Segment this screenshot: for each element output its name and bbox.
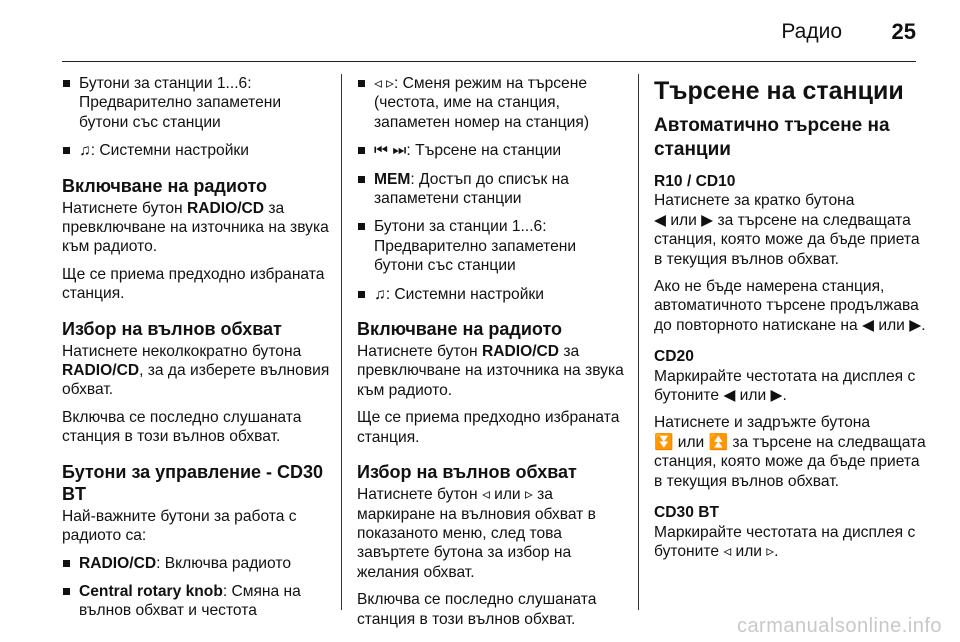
bullet-icon (63, 80, 70, 87)
key-label: MEM (374, 170, 411, 188)
key-label: RADIO/CD (79, 554, 157, 572)
page-number: 25 (891, 19, 916, 44)
list-item: Бутони за станции 1...6: Предварително запаметени бутони със станции (357, 217, 625, 275)
section-heading: Бутони за управление - CD30 BT (62, 461, 324, 504)
music-note-icon: ♫ (374, 285, 386, 303)
paragraph: ⏬ или ⏫ за търсене на следващата станция, която може да бъде приета в текущия вълнов обхват. (654, 433, 926, 490)
list-item: ⏮ ⏭: Търсене на станции (357, 141, 625, 160)
column-divider (341, 74, 342, 610)
bullet-icon (63, 147, 70, 154)
paragraph: Натиснете и задръжте бутона (654, 414, 871, 432)
music-note-icon: ♫ (79, 142, 91, 160)
paragraph: Включва се последно слушаната станция в този вълнов обхват. (357, 591, 597, 628)
paragraph: Ще се приема предходно избраната станция. (62, 265, 325, 303)
paragraph: ◀ или ▶ за търсене на следващата станция, която може да бъде приета в текущия вълнов обхват. (654, 211, 920, 268)
list-item: Central rotary knob: Смяна на вълнов обхват и честота (62, 582, 330, 621)
list-item: ◃ ▹: Сменя режим на търсене (честота, име на станция, запаметен номер на станция) (357, 74, 625, 132)
column-divider (638, 74, 639, 610)
section-heading: Избор на вълнов обхват (62, 318, 282, 339)
section-heading: Включване на радиото (357, 319, 563, 340)
paragraph: Най-важните бутони за работа с радиото са: (62, 507, 297, 545)
list-item: ♫: Системни настройки (357, 285, 625, 304)
key-label: RADIO/CD (186, 199, 265, 217)
paragraph: Маркирайте честотата на дисплея с бутоните ◃ или ▹. (654, 523, 916, 560)
paragraph: Включва се последно слушаната станция в този вълнов обхват. (62, 408, 302, 446)
seek-icon: ⏮ ⏭ (374, 142, 407, 160)
column-3 (654, 74, 930, 569)
paragraph: Натиснете неколкократно бутона RADIO/CD, за да изберете вълновия обхват. (62, 342, 330, 399)
list-item: ♫: Системни настройки (62, 141, 330, 160)
bullet-icon (358, 176, 365, 183)
paragraph: Ще се приема предходно избраната станция. (357, 409, 620, 446)
key-label: Central rotary knob (79, 582, 223, 600)
column-2 (357, 74, 625, 637)
paragraph: Натиснете бутон ◃ или ▹ за маркиране на вълновия обхват в показаното меню, след това завъртете бутона за избор на желания обхват. (357, 486, 596, 581)
key-label: RADIO/CD (62, 362, 140, 380)
paragraph: Натиснете за кратко бутона (654, 192, 855, 210)
header-rule (62, 61, 916, 62)
model-heading: CD30 BT (654, 504, 719, 522)
list-item: MEM: Достъп до списък на запаметени станции (357, 170, 625, 209)
arrow-left-icon: ◃ (481, 486, 490, 504)
list-item: RADIO/CD: Включва радиото (62, 554, 330, 573)
section-heading: Включване на радиото (62, 175, 268, 196)
watermark: carmanualsonline.info (736, 615, 942, 637)
bullet-icon (358, 80, 365, 87)
bullet-icon (358, 147, 365, 154)
chapter-heading: Търсене на станции (654, 77, 904, 105)
arrow-left-right-icon: ◃ ▹ (374, 75, 394, 92)
section-heading: Избор на вълнов обхват (357, 462, 577, 483)
model-heading: CD20 (654, 348, 694, 366)
paragraph: Натиснете бутон RADIO/CD за превключване на източника на звука към радиото. (62, 199, 329, 256)
paragraph: Маркирайте честотата на дисплея с бутоните ◀ или ▶. (654, 367, 916, 405)
bullet-icon (358, 223, 365, 230)
model-heading: R10 / CD10 (654, 173, 736, 190)
bullet-icon (63, 588, 70, 595)
arrow-right-icon: ▹ (524, 486, 533, 504)
paragraph: Ако не бъде намерена станция, автоматичното търсене продължава до повторното натискане на ◀ или ▶. (654, 278, 926, 334)
column-1 (62, 74, 330, 630)
paragraph: Натиснете бутон RADIO/CD за превключване на източника на звука към радиото. (357, 343, 624, 399)
page-title: Радио (781, 20, 842, 43)
subsection-heading: Автоматично търсене на станции (654, 115, 890, 160)
key-label: RADIO/CD (481, 343, 560, 361)
list-item: Бутони за станции 1...6: Предварително запаметени бутони със станции (62, 74, 330, 132)
bullet-icon (63, 560, 70, 567)
page-header (0, 0, 960, 62)
bullet-icon (358, 291, 365, 298)
